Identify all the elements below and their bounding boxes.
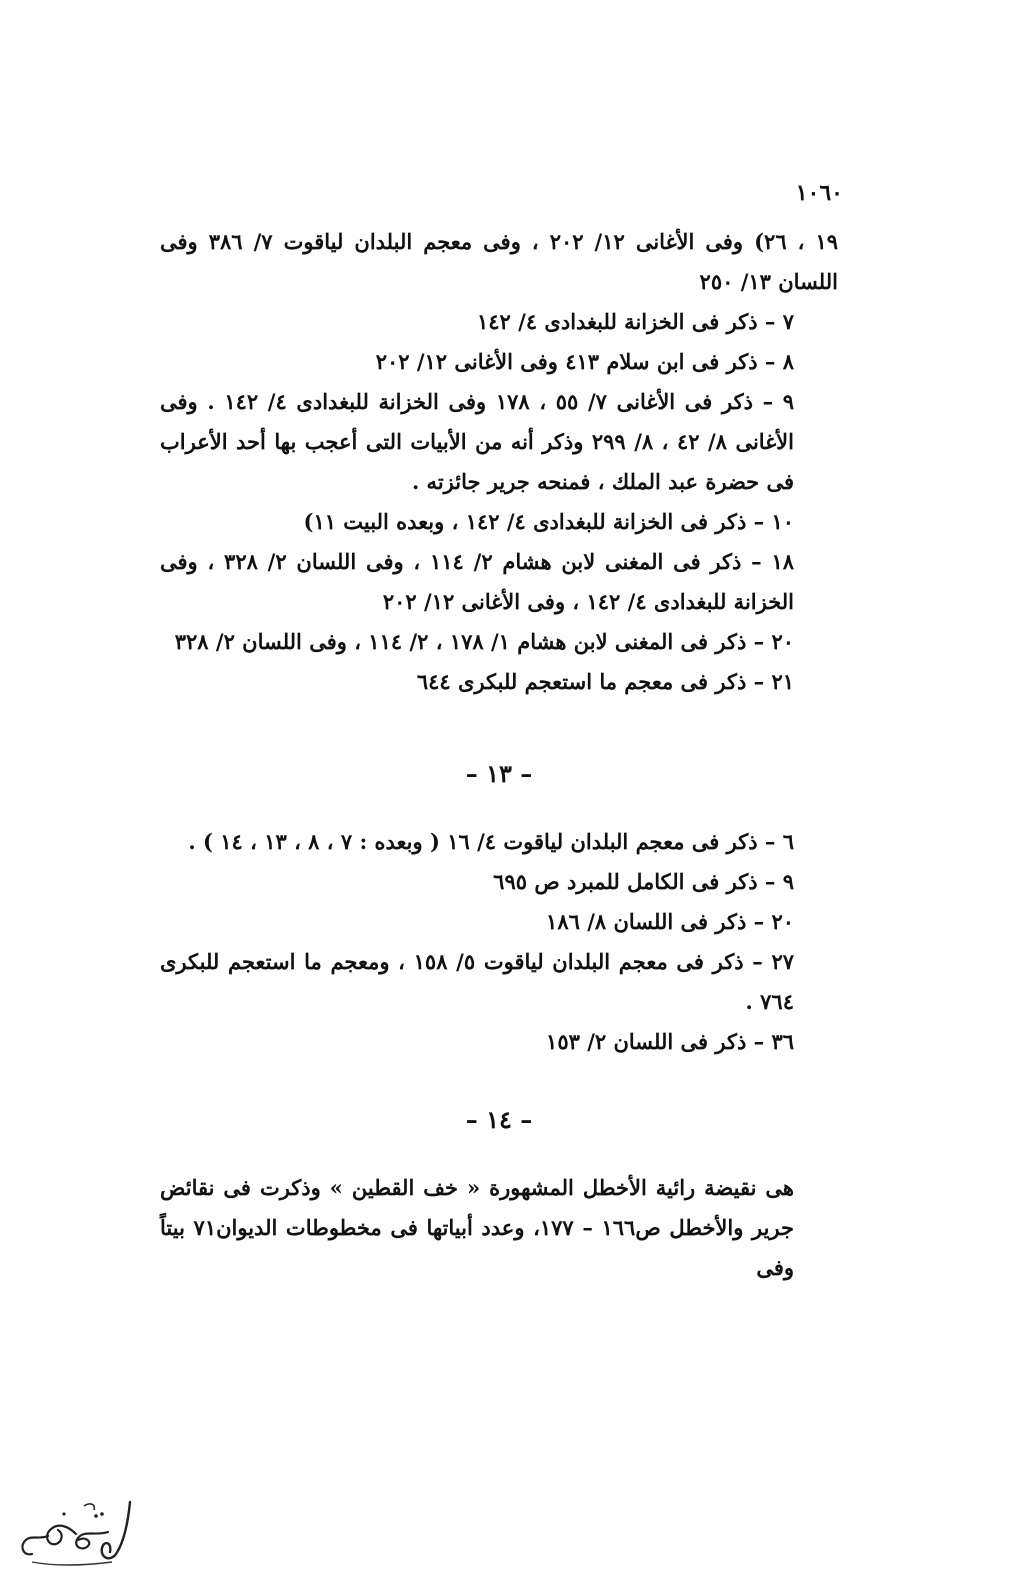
signature-mark (12, 1492, 142, 1572)
note-paragraph: ٢٧ – ذكر فى معجم البلدان لياقوت ٥/ ١٥٨ ، ومعجم ما استعجم للبكرى ٧٦٤ . (160, 949, 794, 1014)
notes-section-12 (160, 222, 838, 702)
note-paragraph: هى نقيضة رائية الأخطل المشهورة « خف القطين » وذكرت فى نقائض جرير والأخطل ص١٦٦ – ١٧٧، وعدد أبياتها فى مخطوطات الديوان٧١ بيتاً وفى (160, 1175, 795, 1280)
note-paragraph: ١٨ – ذكر فى المغنى لابن هشام ٢/ ١١٤ ، وفى اللسان ٢/ ٣٢٨ ، وفى الخزانة للبغدادى ٤/ ١٤٢ ، وفى الأغانى ١٢/ ٢٠٢ (160, 549, 795, 614)
notes-body (160, 222, 838, 1288)
page-number: ١٠٦٠ (795, 180, 843, 206)
note-paragraph: ٣٦ – ذكر فى اللسان ٢/ ١٥٣ (546, 1029, 794, 1054)
note-paragraph: ١٩ ، ٢٦) وفى الأغانى ١٢/ ٢٠٢ ، وفى معجم البلدان لياقوت ٧/ ٣٨٦ وفى اللسان ١٣/ ٢٥٠ (160, 229, 839, 294)
notes-section-13 (160, 822, 838, 1062)
note-paragraph: ٩ – ذكر فى الكامل للمبرد ص ٦٩٥ (493, 869, 794, 894)
note-paragraph: ٢١ – ذكر فى معجم ما استعجم للبكرى ٦٤٤ (416, 669, 794, 694)
section-heading-13: – ١٣ – (465, 759, 533, 788)
section-heading-14: – ١٤ – (465, 1105, 533, 1134)
note-paragraph: ٨ – ذكر فى ابن سلام ٤١٣ وفى الأغانى ١٢/ ٢٠٢ (375, 349, 794, 374)
note-paragraph: ٦ – ذكر فى معجم البلدان لياقوت ٤/ ١٦ ( وبعده : ٧ ، ٨ ، ١٣ ، ١٤ ) . (188, 829, 794, 854)
notes-section-14 (160, 1168, 838, 1288)
note-paragraph: ٩ – ذكر فى الأغانى ٧/ ٥٥ ، ١٧٨ وفى الخزانة للبغدادى ٤/ ١٤٢ . وفى الأغانى ٨/ ٤٢ ، ٨/ ٢٩٩ وذكر أنه من الأبيات التى أعجب بها أحد الأعراب فى حضرة عبد الملك ، فمنحه جرير جائزته . (160, 389, 795, 494)
note-paragraph: ٧ – ذكر فى الخزانة للبغدادى ٤/ ١٤٢ (476, 309, 794, 334)
note-paragraph: ١٠ – ذكر فى الخزانة للبغدادى ٤/ ١٤٢ ، وبعده البيت ١١) (303, 509, 794, 534)
note-paragraph: ٢٠ – ذكر فى المغنى لابن هشام ١/ ١٧٨ ، ٢/ ١١٤ ، وفى اللسان ٢/ ٣٢٨ (174, 629, 794, 654)
note-paragraph: ٢٠ – ذكر فى اللسان ٨/ ١٨٦ (546, 909, 794, 934)
